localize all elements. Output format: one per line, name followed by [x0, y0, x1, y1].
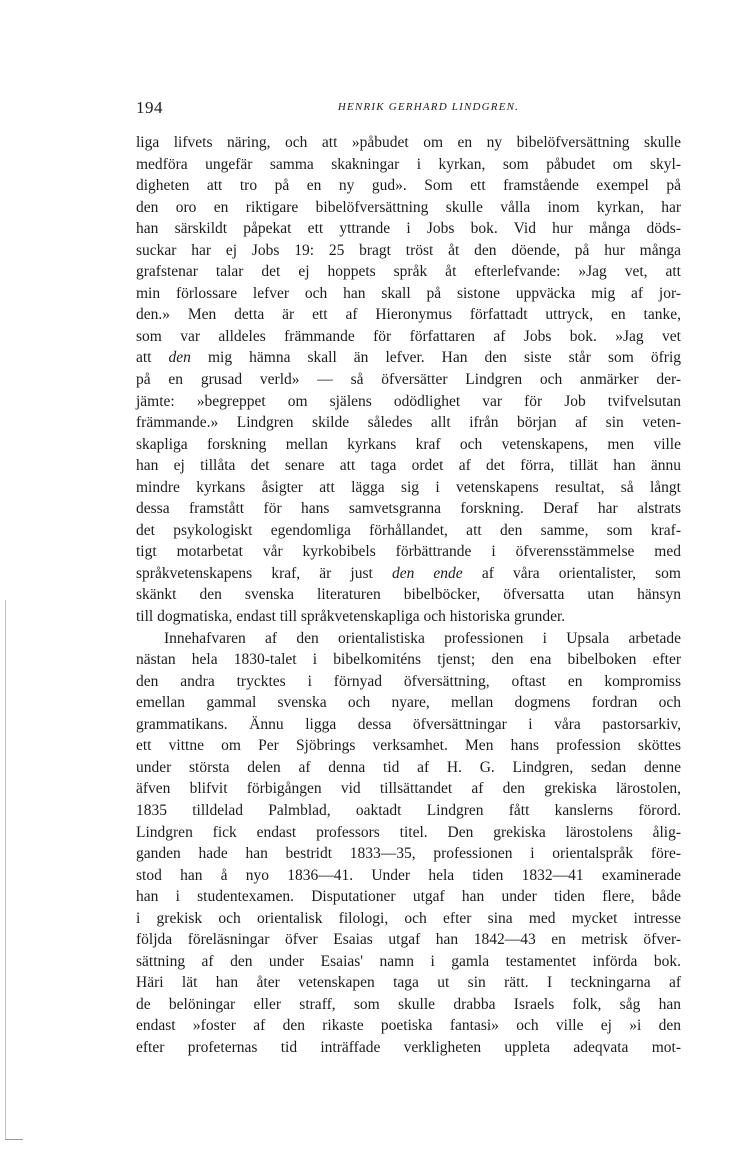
text-line: [136, 132, 681, 154]
text-line: [136, 1037, 681, 1059]
text-run: stod han å nyo 1836—41. Under hela tiden 1832—41 examinerade: [136, 866, 681, 884]
text-run: ett vittne om Per Sjöbrings verksamhet. Men hans profession sköttes: [136, 737, 681, 755]
text-run: dessa framstått för hans samvetsgranna forskning. Deraf har alstrats: [136, 500, 681, 518]
scan-edge-line: [5, 600, 6, 1140]
text-line: [136, 563, 681, 585]
text-run: språkvetenskapens kraf, är just: [136, 564, 392, 582]
text-line: [136, 671, 681, 693]
text-run: efter profeternas tid inträffade verkligheten uppleta adeqvata mot-: [136, 1038, 681, 1056]
text-run: han ej tillåta det senare att taga ordet af det förra, tillät han ännu: [136, 457, 681, 475]
text-line: [136, 154, 681, 176]
text-run: emellan gammal svenska och nyare, mellan dogmens fordran och: [136, 694, 681, 712]
text-line: [136, 541, 681, 563]
italic-text: den ende: [391, 564, 463, 582]
text-run: min förlossare lefver och han skall på sistone uppväcka mig af jor-: [136, 284, 681, 302]
running-title: HENRIK GERHARD LINDGREN.: [337, 101, 520, 113]
text-run: Innehafvaren af den orientalistiska professionen i Upsala arbetade: [164, 629, 681, 647]
text-line: [136, 520, 681, 542]
text-run: Häri lät han åter vetenskapen taga ut sin rätt. I teckningarna af: [136, 974, 681, 992]
text-run: jämte: »begreppet om själens odödlighet var för Job tvifvelsutan: [136, 392, 681, 410]
text-run: sättning af den under Esaias' namn i gamla testamentet införda bok.: [136, 952, 681, 970]
text-run: mig hämna skall än lefver. Han den siste står som öfrig: [190, 349, 681, 367]
text-run: han i studentexamen. Disputationer utgaf han under tiden flere, både: [136, 888, 681, 906]
text-run: af våra orientalister, som: [462, 564, 681, 582]
text-run: på en grusad verld» — så öfversätter Lindgren och anmärker der-: [136, 371, 681, 389]
text-run: de belöningar eller straff, som skulle drabba Israels folk, såg han: [136, 995, 681, 1013]
text-line: [136, 240, 681, 262]
text-run: den.» Men detta är ett af Hieronymus författadt uttryck, en tanke,: [136, 306, 681, 324]
text-run: liga lifvets näring, och att »påbudet om en ny bibelöfversättning skulle: [136, 134, 681, 151]
text-line: [136, 175, 681, 197]
text-line: [136, 304, 681, 326]
text-run: grammatikans. Ännu ligga dessa öfversättningar i våra pastorsarkiv,: [136, 715, 681, 733]
text-run: mindre kyrkans åsigter att lägga sig i vetenskapens resultat, så långt: [136, 478, 681, 496]
text-run: äfven blifvit förbigången vid tillsättandet af den grekiska lärostolen,: [136, 780, 681, 798]
text-line: [136, 434, 681, 456]
text-line: [136, 929, 681, 951]
paragraph: [136, 628, 681, 1059]
text-run: han särskildt påpekat ett yttrande i Jobs bok. Vid hur många döds-: [136, 220, 681, 238]
text-run: skapliga forskning mellan kyrkans kraf och vetenskapens, men ville: [136, 435, 681, 453]
text-run: att: [136, 349, 169, 367]
text-run: som var alldeles främmande för författaren af Jobs bok. »Jag vet: [136, 327, 681, 345]
text-line: [136, 218, 681, 240]
text-run: medföra ungefär samma skakningar i kyrkan, som påbudet om skyl-: [136, 155, 681, 173]
text-run: under största delen af denna tid af H. G. Lindgren, sedan denne: [136, 758, 681, 776]
text-run: suckar har ej Jobs 19: 25 bragt tröst åt den döende, på hur många: [136, 241, 681, 259]
text-run: den andra trycktes i förnyad öfversättning, oftast en kompromiss: [136, 672, 681, 690]
text-line: [136, 800, 681, 822]
text-line: [136, 283, 681, 305]
text-run: endast »foster af den rikaste poetiska fantasi» och ville ej »i den: [136, 1017, 681, 1035]
text-run: i grekisk och orientalisk filologi, och efter sina med mycket intresse: [136, 909, 681, 927]
text-run: den oro en riktigare bibelöfversättning skulle vålla inom kyrkan, har: [136, 198, 681, 216]
text-run: skänkt den svenska literaturen bibelböcker, öfversatta utan hänsyn: [136, 586, 681, 604]
page-header: [136, 98, 681, 120]
text-run: det psykologiskt egendomliga förhållandet, att den samme, som kraf-: [136, 521, 681, 539]
text-run: nästan hela 1830-talet i bibelkomiténs tjenst; den ena bibelboken efter: [136, 651, 681, 669]
text-line: [136, 391, 681, 413]
italic-text: den: [168, 349, 191, 367]
text-line: [136, 822, 681, 844]
text-line: [136, 886, 681, 908]
text-line: [136, 369, 681, 391]
text-run: tigt motarbetat vår kyrkobibels förbättrande i öfverensstämmelse med: [136, 543, 681, 561]
text-line: [136, 606, 681, 628]
text-run: ganden hade han bestridt 1833—35, professionen i orientalspråk före-: [136, 845, 681, 863]
text-run: grafstenar talar det ej hoppets språk åt efterlefvande: »Jag vet, att: [136, 263, 681, 281]
text-run: följda föreläsningar öfver Esaias utgaf han 1842—43 en metrisk öfver-: [136, 931, 681, 949]
text-run: Lindgren fick endast professors titel. Den grekiska lärostolens ålig-: [136, 823, 681, 841]
text-line: [136, 584, 681, 606]
text-line: [136, 843, 681, 865]
text-line: [136, 412, 681, 434]
text-run: 1835 tilldelad Palmblad, oaktadt Lindgren fått kanslerns förord.: [136, 801, 681, 819]
text-line: [136, 498, 681, 520]
scan-edge-mark: [5, 1139, 23, 1140]
text-line: [136, 972, 681, 994]
text-line: [136, 714, 681, 736]
text-line: [136, 778, 681, 800]
text-run: till dogmatiska, endast till språkvetenskapliga och historiska grunder.: [136, 608, 566, 626]
text-line: [136, 735, 681, 757]
text-line: [136, 757, 681, 779]
text-line: [136, 649, 681, 671]
text-run: främmande.» Lindgren skilde således allt ifrån början af sin veten-: [136, 414, 681, 432]
paragraph: [136, 132, 681, 628]
text-line: [136, 994, 681, 1016]
text-line: [136, 908, 681, 930]
text-line: [136, 197, 681, 219]
text-line: [136, 628, 681, 650]
text-line: [136, 326, 681, 348]
text-line: [136, 477, 681, 499]
text-line: [136, 455, 681, 477]
body-text: [136, 132, 681, 1059]
text-line: [136, 865, 681, 887]
text-line: [136, 692, 681, 714]
text-line: [136, 951, 681, 973]
text-line: [136, 347, 681, 369]
text-run: digheten att tro på en ny gud». Som ett framstående exempel på: [136, 177, 681, 195]
page-number: 194: [136, 98, 163, 117]
text-line: [136, 1015, 681, 1037]
text-line: [136, 261, 681, 283]
